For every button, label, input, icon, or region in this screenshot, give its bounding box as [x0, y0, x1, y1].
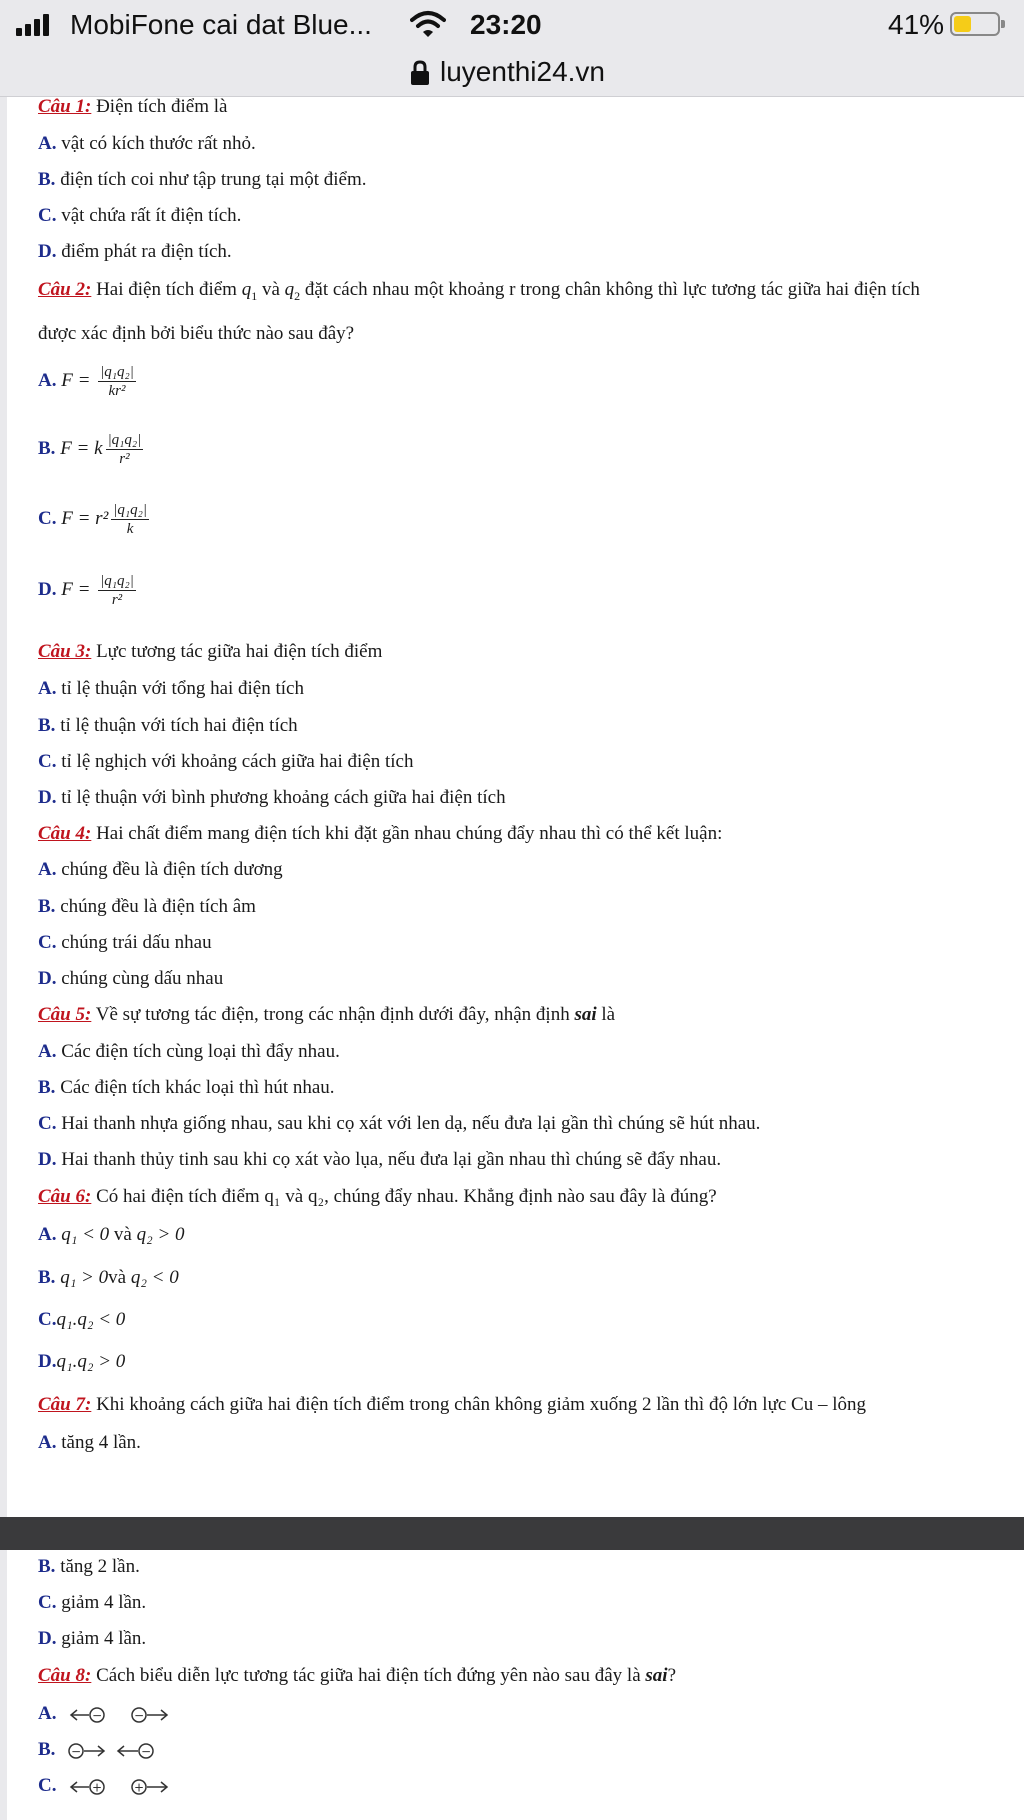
force-diagram: [66, 1740, 176, 1762]
address-bar[interactable]: [0, 50, 1024, 97]
charge-sign: +: [134, 1780, 145, 1795]
option-text: Các điện tích khác loại thì hút nhau.: [55, 1077, 335, 1098]
option-text: giảm 4 lần.: [56, 1592, 147, 1613]
option: [38, 204, 241, 228]
option: [38, 1555, 140, 1579]
option: [38, 1702, 177, 1726]
math-subscript: 1: [251, 288, 258, 303]
math-expression: q₁.q₂ < 0: [56, 1309, 126, 1330]
option: [38, 132, 256, 156]
option-text: tỉ lệ thuận với tổng hai điện tích: [56, 678, 304, 699]
document-page-2: [7, 1550, 1024, 1820]
fraction: [98, 363, 136, 400]
option-letter: D.: [38, 579, 57, 600]
option: [38, 1591, 146, 1615]
formula-lhs: F =: [60, 438, 95, 459]
math-subscript: 2: [294, 288, 301, 303]
option: [38, 1040, 340, 1064]
carrier-name: MobiFone cai dat Blue...: [70, 9, 372, 40]
option-letter: C.: [38, 508, 57, 529]
charge-sign: −: [71, 1744, 82, 1759]
battery-icon: [950, 12, 1000, 36]
fraction: [111, 501, 149, 538]
question-label: Câu 3:: [38, 641, 92, 662]
option: [38, 1223, 185, 1247]
option: [38, 1431, 141, 1455]
page-break-divider: [0, 1517, 1024, 1550]
option-letter: D.: [38, 787, 57, 808]
option-letter: D.: [38, 241, 57, 262]
denominator: kr²: [108, 383, 126, 400]
formula-lhs: F =: [61, 508, 96, 529]
formula-prefactor: k: [94, 438, 103, 459]
option: [38, 750, 413, 774]
option: [38, 240, 232, 264]
signal-icon: [16, 14, 49, 36]
battery-fill: [954, 16, 971, 32]
option-letter: C.: [38, 1592, 57, 1613]
option: [38, 497, 149, 541]
option-text: điện tích coi như tập trung tại một điểm.: [55, 169, 367, 190]
question-1: [38, 97, 227, 119]
question-7: [38, 1393, 866, 1417]
question-text: Cách biểu diễn lực tương tác giữa hai điện tích đứng yên nào sau đây là: [91, 1665, 646, 1686]
option: [38, 427, 143, 471]
math-expression: q₁ < 0: [61, 1224, 110, 1245]
option: [38, 1308, 125, 1332]
math-symbol: q: [284, 279, 295, 300]
math-symbol: q: [241, 279, 252, 300]
clock: 23:20: [470, 9, 542, 40]
option: [38, 895, 256, 919]
option: [38, 1627, 146, 1651]
battery-percent: 41%: [888, 9, 945, 40]
option: [38, 714, 298, 738]
option-text: Hai thanh nhựa giống nhau, sau khi cọ xát với len dạ, nếu đưa lại gần thì chúng sẽ hút nhau.: [56, 1113, 761, 1134]
question-label: Câu 2:: [38, 279, 92, 300]
option-letter: B.: [38, 1267, 56, 1288]
force-diagram: [67, 1776, 177, 1798]
wifi-icon: [410, 10, 446, 38]
option-letter: A.: [38, 859, 57, 880]
option-text: tỉ lệ nghịch với khoảng cách giữa hai điện tích: [56, 751, 414, 772]
question-6: [38, 1185, 717, 1209]
option: [38, 1738, 176, 1762]
option: [38, 1266, 179, 1290]
option-text: tỉ lệ thuận với tích hai điện tích: [55, 715, 298, 736]
option-text: chúng đều là điện tích âm: [55, 896, 256, 917]
option: [38, 1112, 760, 1136]
force-diagram: [67, 1704, 177, 1726]
option-letter: A.: [38, 1432, 57, 1453]
option: [38, 786, 506, 810]
option: [38, 1148, 721, 1172]
option-text: chúng cùng dấu nhau: [56, 968, 224, 989]
option: [38, 1076, 335, 1100]
option: [38, 568, 136, 612]
option-letter: A.: [38, 370, 57, 391]
question-label: Câu 5:: [38, 1004, 92, 1025]
option-letter: A.: [38, 133, 57, 154]
charge-sign: −: [141, 1744, 152, 1759]
option: [38, 168, 367, 192]
option-letter: C.: [38, 1113, 57, 1134]
option: [38, 677, 304, 701]
option-letter: C.: [38, 751, 57, 772]
question-4: [38, 822, 722, 846]
option-letter: A.: [38, 1224, 57, 1245]
denominator: r²: [119, 451, 130, 468]
question-label: Câu 1:: [38, 97, 92, 117]
status-bar: [0, 0, 1024, 50]
option-text: điểm phát ra điện tích.: [56, 241, 232, 262]
option-letter: B.: [38, 715, 56, 736]
fraction: [106, 431, 144, 468]
option-letter: C.: [38, 1309, 57, 1330]
emphasis-word: sai: [645, 1665, 668, 1686]
option-text: và: [108, 1267, 131, 1288]
fraction: [98, 572, 136, 609]
question-text: Hai chất điểm mang điện tích khi đặt gần nhau chúng đẩy nhau thì có thể kết luận:: [91, 823, 723, 844]
question-text: Lực tương tác giữa hai điện tích điểm: [91, 641, 383, 662]
option-text: vật chứa rất ít điện tích.: [56, 205, 242, 226]
question-text: đặt cách nhau một khoảng r trong chân không thì lực tương tác giữa hai điện tích: [300, 279, 920, 300]
numerator: |q₁q₂|: [100, 364, 134, 381]
option-letter: D.: [38, 1149, 57, 1170]
option-text: Các điện tích cùng loại thì đẩy nhau.: [56, 1041, 340, 1062]
formula-lhs: F =: [61, 370, 96, 391]
numerator: |q₁q₂|: [100, 573, 134, 590]
math-expression: q₁ > 0: [60, 1267, 109, 1288]
option-letter: B.: [38, 1739, 56, 1760]
option-text: và: [109, 1224, 137, 1245]
numerator: |q₁q₂|: [107, 432, 142, 449]
lock-icon: [410, 60, 430, 86]
question-text: ?: [667, 1665, 677, 1686]
option-letter: B.: [38, 438, 56, 459]
option-letter: D.: [38, 968, 57, 989]
denominator: k: [126, 521, 134, 538]
question-label: Câu 8:: [38, 1665, 92, 1686]
question-label: Câu 6:: [38, 1186, 92, 1207]
option-letter: C.: [38, 1775, 57, 1796]
option-letter: C.: [38, 932, 57, 953]
question-text: Khi khoảng cách giữa hai điện tích điểm trong chân không giảm xuống 2 lần thì độ lớn lực Cu – lông: [91, 1394, 866, 1415]
option-letter: A.: [38, 1703, 57, 1724]
option-letter: D.: [38, 1628, 57, 1649]
question-text: là: [596, 1004, 616, 1025]
question-2: [38, 278, 920, 308]
url-text[interactable]: luyenthi24.vn: [440, 56, 606, 87]
question-text: Có hai điện tích điểm q₁ và q₂, chúng đẩy nhau. Khẳng định nào sau đây là đúng?: [91, 1186, 717, 1207]
math-expression: q₂ < 0: [130, 1267, 179, 1288]
option-letter: C.: [38, 205, 57, 226]
numerator: |q₁q₂|: [113, 502, 147, 519]
option-letter: A.: [38, 1041, 57, 1062]
option: [38, 1774, 177, 1798]
charge-sign: +: [92, 1780, 103, 1795]
option: [38, 931, 212, 955]
option-text: giảm 4 lần.: [56, 1628, 147, 1649]
formula-prefactor: r²: [95, 508, 109, 529]
question-2-continued: được xác định bởi biểu thức nào sau đây?: [38, 323, 355, 344]
option-letter: B.: [38, 896, 56, 917]
document-page: [7, 97, 1024, 1517]
option: [38, 967, 223, 991]
charge-sign: −: [134, 1708, 145, 1723]
denominator: r²: [111, 592, 123, 609]
option-text: tăng 2 lần.: [55, 1556, 140, 1577]
option: [38, 1350, 125, 1374]
math-expression: q₁.q₂ > 0: [56, 1351, 126, 1372]
question-text: Về sự tương tác điện, trong các nhận định dưới đây, nhận định: [91, 1004, 575, 1025]
option-text: tỉ lệ thuận với bình phương khoảng cách giữa hai điện tích: [56, 787, 506, 808]
option: [38, 858, 283, 882]
question-text: Hai điện tích điểm: [91, 279, 242, 300]
option-text: chúng trái dấu nhau: [56, 932, 212, 953]
question-label: Câu 7:: [38, 1394, 92, 1415]
option-letter: B.: [38, 1556, 56, 1577]
math-expression: q₂ > 0: [136, 1224, 185, 1245]
question-label: Câu 4:: [38, 823, 92, 844]
option-text: vật có kích thước rất nhỏ.: [56, 133, 256, 154]
question-3: [38, 640, 382, 664]
option-letter: B.: [38, 1077, 56, 1098]
option-letter: D.: [38, 1351, 57, 1372]
question-5: [38, 1003, 615, 1027]
charge-sign: −: [92, 1708, 103, 1723]
formula-lhs: F =: [61, 579, 96, 600]
option-letter: B.: [38, 169, 56, 190]
question-text: và: [257, 279, 285, 300]
emphasis-word: sai: [574, 1004, 597, 1025]
option-text: chúng đều là điện tích dương: [56, 859, 283, 880]
option-letter: A.: [38, 678, 57, 699]
question-text: Điện tích điểm là: [91, 97, 228, 117]
option-text: tăng 4 lần.: [56, 1432, 141, 1453]
option: [38, 359, 136, 403]
option-text: Hai thanh thủy tinh sau khi cọ xát vào lụa, nếu đưa lại gần nhau thì chúng sẽ đẩy nhau.: [56, 1149, 722, 1170]
question-8: [38, 1664, 676, 1688]
